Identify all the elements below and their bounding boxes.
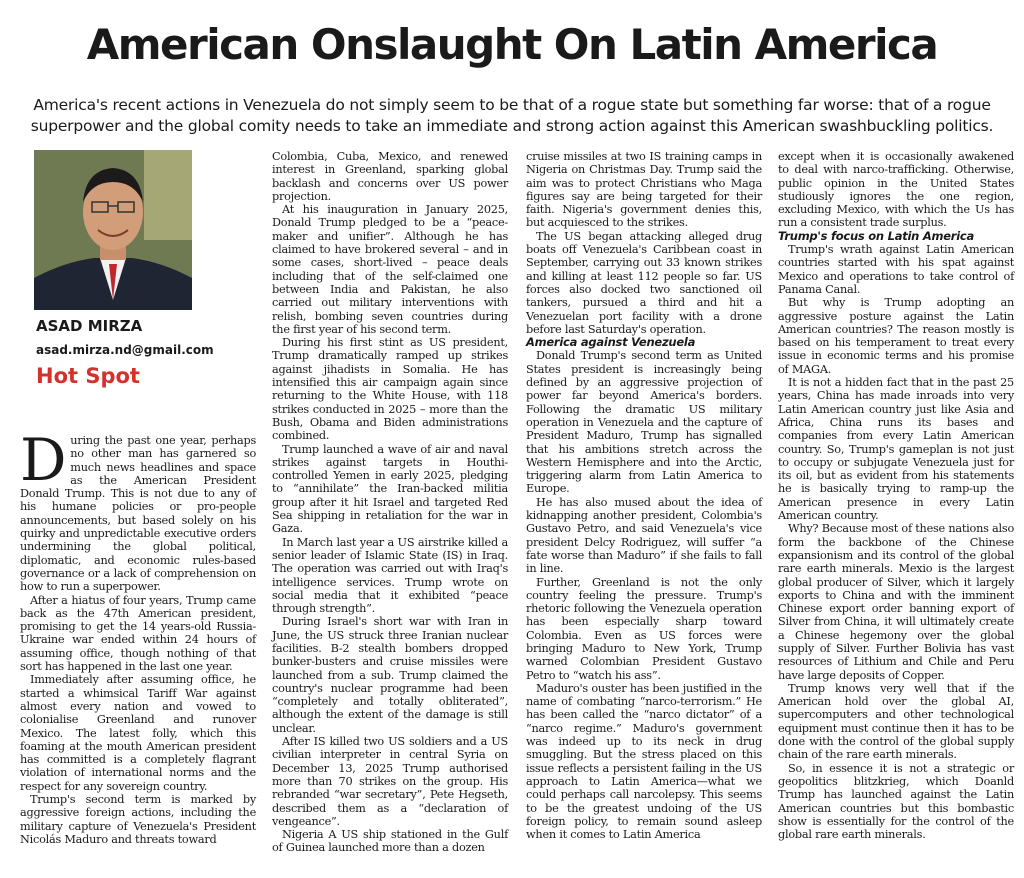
paragraph: Why? Because most of these nations also form the backbone of the Chinese expansionism and its control of the global rare earth minerals. Mexio is the largest global producer of Silver, which it largely exports to China and with the imminent Chinese export order banning export of Silver from China, it will ultimately create a Chinese hegemony over the global supply of Silver. Further Bolivia has vast resources of Lithium and Chile and Peru have large deposits of Copper. — [778, 522, 1014, 682]
author-photo — [34, 150, 192, 310]
paragraph: At his inauguration in January 2025, Donald Trump pledged to be a “peace-maker and unifier”. Although he has claimed to have brokered several – and in some cases, short-lived – peace deals including that of the self-claimed one between India and Pakistan, he also carried out military interventions with relish, bombing seven countries during the first year of his second term. — [272, 203, 508, 336]
deck: America's recent actions in Venezuela do not simply seem to be that of a rogue state but something far worse: that of a rogue superpower and the global comity needs to take an immediate and strong action against this American swashbuckling politics. — [30, 96, 994, 135]
paragraph — [20, 426, 256, 594]
author-email: asad.mirza.nd@gmail.com — [36, 343, 214, 357]
paragraph: In March last year a US airstrike killed a senior leader of Islamic State (IS) in Iraq. The operation was carried out with Iraq's intelligence services. Trump wrote on social media that it exhibited “peace through strength”. — [272, 535, 508, 616]
subheading: Trump's focus on Latin America — [778, 228, 974, 243]
paragraph: Trump launched a wave of air and naval strikes against targets in Houthi-controlled Yemen in early 2025, pledging to “annihilate” the Iran-backed militia group after it hit Israel and targeted Red Sea shipping in retaliation for the war in Gaza. — [272, 442, 508, 536]
paragraph: Trump's second term is marked by aggressive foreign actions, including the military capture of Venezuela's President Nicolás Maduro and threats toward — [20, 793, 256, 846]
paragraph: During Israel's short war with Iran in June, the US struck three Iranian nuclear facilities. B-2 stealth bombers dropped bunker-busters and cruise missiles were launched from a sub. Trump claimed the country's nuclear programme had been “completely and totally obliterated”, although the extent of the damage is still unclear. — [272, 615, 508, 735]
subheading: America against Venezuela — [526, 335, 696, 350]
paragraph: Trump knows very well that if the American hold over the global AI, supercomputers and other technological equipment must continue then it has to be done with the control of the global supply chain of the rare earth minerals. — [778, 681, 1014, 762]
paragraph: Maduro's ouster has been justified in the name of combating “narco-terrorism.” He has been called the “narco dictator” of a “narco regime.” Maduro's government was indeed up to its neck in drug smuggling. But the stress placed on this issue reflects a persistent failing in the US approach to Latin America—what we could perhaps call narcolepsy. This seems to be the greatest undoing of the US foreign policy, to remain sound asleep when it comes to Latin America — [526, 681, 762, 842]
paragraph: After a hiatus of four years, Trump came back as the 47th American president, promising to get the 14 years-old Russia-Ukraine war ended within 24 hours of assuming office, though nothing of that sort has happened in the last one year. — [20, 593, 256, 674]
paragraph: cruise missiles at two IS training camps in Nigeria on Christmas Day. Trump said the aim was to protect Christians who Maga figures say are being targeted for their faith. Nigeria's government denies this, but acquiesced to the strikes. — [526, 150, 762, 230]
headline: American Onslaught On Latin America — [86, 20, 938, 69]
author-name: ASAD MIRZA — [36, 317, 143, 335]
paragraph: Nigeria A US ship stationed in the Gulf of Guinea launched more than a dozen — [272, 828, 508, 855]
paragraph: But why is Trump adopting an aggressive posture against the Latin American countries? The reason mostly is based on his temperament to treat every issue in economic terms and his promise of MAGA. — [778, 296, 1014, 376]
article-column-3 — [526, 150, 762, 841]
paragraph: He has also mused about the idea of kidnapping another president, Colombia's Gustavo Petro, and said Venezuela's vice president Delcy Rodriguez, will suffer “a fate worse than Maduro” if she fails to fall in line. — [526, 495, 762, 576]
paragraph: After IS killed two US soldiers and a US civilian interpreter in central Syria on December 13, 2025 Trump authorised more than 70 strikes on the group. His rebranded “war secretary”, Pete Hegseth, described them as a “declaration of vengeance”. — [272, 735, 508, 828]
article-column-2 — [272, 150, 508, 855]
paragraph: Trump's wrath against Latin American countries started with his spat against Mexico and operations to take control of Panama Canal. — [778, 243, 1014, 296]
paragraph: The US began attacking alleged drug boats off Venezuela's Caribbean coast in September, carrying out 33 known strikes and killing at least 112 people so far. US forces also docked two sanctioned oil tankers, pursued a third and hit a Venezuelan port facility with a drone before last Saturday's operation. — [526, 229, 762, 336]
article-column-1 — [20, 426, 256, 846]
paragraph: Colombia, Cuba, Mexico, and renewed interest in Greenland, sparking global backlash and concerns over US power projection. — [272, 150, 508, 203]
column-name: Hot Spot — [36, 364, 140, 388]
paragraph: except when it is occasionally awakened to deal with narco-trafficking. Otherwise, public opinion in the United States studiously ignores the one region, excluding Mexico, with which the Us has run a consistent trade surplus. — [778, 150, 1014, 230]
paragraph: So, in essence it is not a strategic or geopolitics blitzkrieg, which Doanld Trump has launched against the Latin American countries but this bombastic show is essentially for the control of the global rare earth minerals. — [778, 761, 1014, 842]
paragraph: Further, Greenland is not the only country feeling the pressure. Trump's rhetoric following the Venezuela operation has been especially sharp toward Colombia. Even as US forces were bringing Maduro to New York, Trump warned Colombian President Gustavo Petro to “watch his ass”. — [526, 575, 762, 682]
paragraph: Donald Trump's second term as United States president is increasingly being defined by an aggressive projection of power far beyond America's borders. Following the dramatic US military operation in Venezuela and the capture of President Maduro, Trump has signalled that his ambitions stretch across the Western Hemisphere and into the Arctic, triggering alarm from Latin America to Europe. — [526, 349, 762, 496]
paragraph: It is not a hidden fact that in the past 25 years, China has made inroads into very Latin American country just like Asia and Africa, China runs its bases and companies from every Latin American country. So, Trump's gameplan is not just to occupy or subjugate Venezuela just for its oil, but as evident from his statements he is basically trying to ramp-up the American presence in every Latin American country. — [778, 376, 1014, 523]
article-column-4 — [778, 150, 1014, 841]
paragraph: During his first stint as US president, Trump dramatically ramped up strikes against jihadists in Somalia. He has intensified this air campaign again since returning to the White House, with 118 strikes conducted in 2025 – more than the Bush, Obama and Biden administrations combined. — [272, 336, 508, 443]
paragraph: Immediately after assuming office, he started a whimsical Tariff War against almost every nation and vowed to colonialise Greenland and runover Mexico. The latest folly, which this foaming at the mouth American president has committed is a completely flagrant violation of international norms and the respect for any sovereign country. — [20, 673, 256, 793]
dropcap: D — [20, 426, 67, 494]
paragraph-text: uring the past one year, perhaps no other man has garnered so much news headlines and space as the American President Donald Trump. This is not due to any of his humane policies or pro-people announcements, but based solely on his quirky and unpredictable executive orders undermining the global political, diplomatic, and economic rules-based governance or a lack of comprehension on how to run a superpower. — [20, 434, 256, 594]
